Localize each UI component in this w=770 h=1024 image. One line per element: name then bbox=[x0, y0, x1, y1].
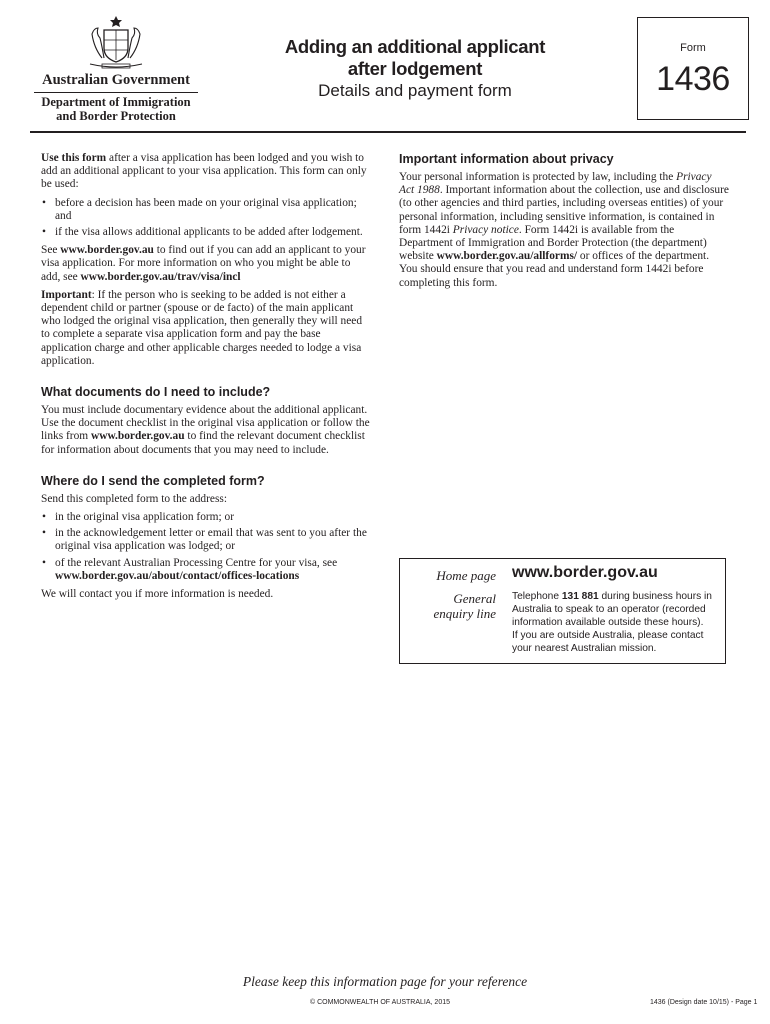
intro-bold: Use this form bbox=[41, 152, 107, 164]
documents-text-2: to find the relevant document checklist for information about documents that you may need to include. bbox=[41, 430, 365, 456]
enquiry-text-2: during business hours in Australia to speak to an operator (recorded information available outside these hours). bbox=[512, 591, 712, 628]
list-item bbox=[41, 557, 371, 583]
copyright-text: © COMMONWEALTH OF AUSTRALIA, 2015 bbox=[310, 999, 450, 1006]
department-name-line-1: Department of Immigration bbox=[41, 95, 191, 109]
enquiry-label-line-2: enquiry line bbox=[433, 606, 496, 621]
privacy-text-3: . Form 1442i is available from the Department of Immigration and Border Protection (the department) website bbox=[399, 223, 707, 263]
documents-heading: What documents do I need to include? bbox=[41, 385, 271, 400]
privacy-text-4: or offices of the department. You should ensure that you read and understand form 1442i before completing this form. bbox=[399, 250, 710, 289]
right-column bbox=[399, 152, 729, 295]
department-name-line-2: and Border Protection bbox=[56, 109, 176, 123]
website-link[interactable]: www.border.gov.au bbox=[512, 564, 658, 581]
enquiry-text-3: If you are outside Australia, please contact your nearest Australian mission. bbox=[512, 630, 704, 654]
privacy-heading: Important information about privacy bbox=[399, 152, 614, 166]
privacy-text-2: . Important information about the collection, use and disclosure (to other agencies and third parties, including overseas entities) of your personal information, including sensitive information, is contained in form 1442i bbox=[399, 184, 729, 236]
list-item: • in the acknowledgement letter or email that was sent to you after the original visa application was lodged; or bbox=[41, 527, 371, 553]
where-heading: Where do I send the completed form? bbox=[41, 473, 265, 488]
enquiry-line-label bbox=[404, 591, 496, 621]
see-paragraph bbox=[41, 244, 371, 284]
enquiry-details bbox=[512, 590, 717, 655]
allforms-link[interactable]: www.border.gov.au/allforms/ bbox=[436, 250, 578, 263]
list-item: • in the original visa application form; or bbox=[41, 511, 371, 524]
form-title-line-1: Adding an additional applicant bbox=[284, 36, 546, 57]
government-name: Australian Government bbox=[34, 72, 198, 93]
border-website-link[interactable]: www.border.gov.au bbox=[60, 244, 154, 257]
privacy-act-title: Privacy Act 1988 bbox=[399, 171, 712, 197]
documents-text-1: You must include documentary evidence about the additional applicant. Use the document checklist in the original visa application or follow the links from bbox=[41, 404, 370, 443]
home-page-label: Home page bbox=[436, 568, 496, 583]
usage-conditions-list bbox=[41, 197, 371, 240]
list-item: • if the visa allows additional applicants to be added after lodgement. bbox=[41, 226, 371, 239]
form-subtitle: Details and payment form bbox=[318, 81, 512, 100]
documents-link[interactable]: www.border.gov.au bbox=[91, 430, 185, 443]
form-number: 1436 bbox=[656, 60, 730, 98]
offices-locations-link[interactable]: www.border.gov.au/about/contact/offices-locations bbox=[55, 569, 300, 582]
contact-info-box bbox=[399, 558, 726, 664]
form-title-line-2: after lodgement bbox=[347, 58, 483, 79]
processing-centre-text: of the relevant Australian Processing Centre for your visa, see bbox=[55, 556, 338, 569]
coat-of-arms-logo bbox=[78, 14, 154, 70]
form-title-block bbox=[240, 36, 590, 102]
enquiry-label-line-1: General bbox=[453, 591, 496, 606]
important-label: Important bbox=[41, 288, 92, 301]
intro-text: after a visa application has been lodged and you wish to add an additional applicant to your visa application. This form can only be used: bbox=[41, 152, 367, 191]
list-item: • before a decision has been made on your original visa application; and bbox=[41, 197, 371, 223]
visa-include-link[interactable]: www.border.gov.au/trav/visa/incl bbox=[80, 270, 241, 283]
intro-paragraph bbox=[41, 152, 371, 192]
footer-note: Please keep this information page for your reference bbox=[242, 974, 528, 989]
form-label: Form bbox=[680, 42, 706, 54]
phone-number[interactable]: 131 881 bbox=[561, 591, 599, 602]
contact-note: We will contact you if more information is needed. bbox=[41, 588, 274, 601]
see-text-2: to find out if you can add an applicant to your visa application. For more information on who you might be able to add, see bbox=[41, 244, 366, 283]
left-column bbox=[41, 152, 371, 606]
important-text: : If the person who is seeking to be added is not either a dependent child or partner (spouse or de facto) of the main applicant who lodged the original visa application, then generally they will need to complete a separate visa application form and pay the base application charge and other applicable charges needed to lodge a visa application. bbox=[41, 288, 363, 367]
address-options-list bbox=[41, 511, 371, 583]
enquiry-text-1: Telephone bbox=[512, 591, 562, 602]
header-divider bbox=[30, 131, 746, 133]
documents-paragraph bbox=[41, 404, 371, 457]
form-number-box bbox=[637, 17, 749, 120]
privacy-paragraph bbox=[399, 171, 729, 290]
department-name bbox=[34, 95, 198, 123]
where-intro: Send this completed form to the address: bbox=[41, 492, 228, 505]
privacy-text-1: Your personal information is protected by law, including the bbox=[399, 171, 677, 183]
page-info: 1436 (Design date 10/15) - Page 1 bbox=[650, 999, 758, 1006]
important-paragraph bbox=[41, 289, 371, 368]
privacy-notice-title: Privacy notice bbox=[452, 223, 519, 236]
see-text-1: See bbox=[41, 244, 61, 257]
